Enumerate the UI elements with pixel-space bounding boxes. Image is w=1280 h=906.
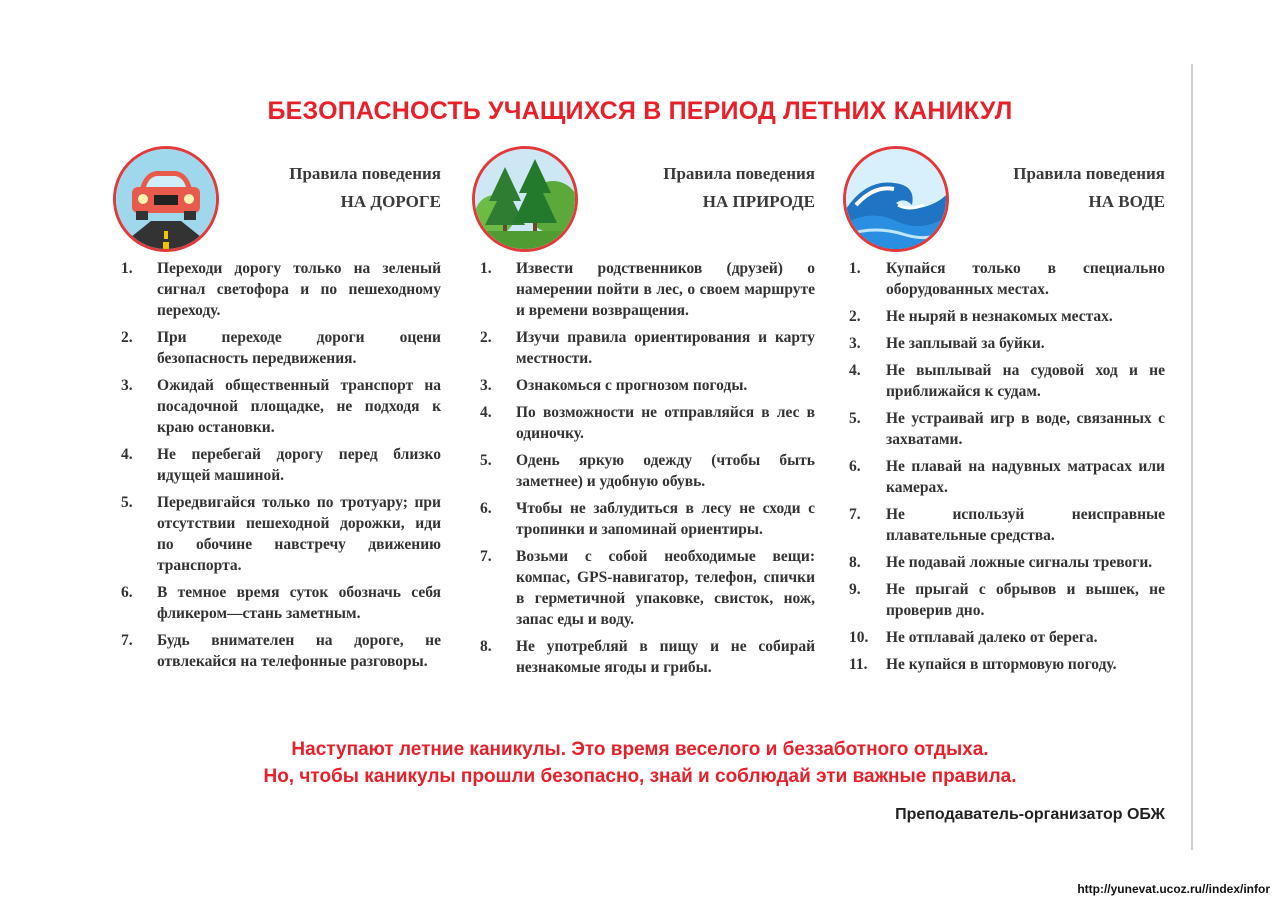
rule-item — [113, 327, 441, 369]
rule-number: 2. — [480, 329, 492, 346]
rule-text: Купайся только в специально оборудованных местах. — [886, 260, 1165, 298]
rule-text: Ознакомься с прогнозом погоды. — [516, 377, 748, 394]
rule-item — [472, 375, 815, 396]
rule-item — [843, 333, 1165, 354]
rule-text: Не купайся в штормовую погоду. — [886, 656, 1117, 673]
rule-text: При переходе дороги оцени безопасность передвижения. — [157, 329, 441, 367]
rule-text: Одень яркую одежду (чтобы быть заметнее) и удобную обувь. — [516, 452, 815, 490]
rule-text: Извести родственников (друзей) о намерении пойти в лес, о своем маршруте и времени возвращения. — [516, 260, 815, 319]
rule-item — [472, 450, 815, 492]
heading-line2: НА ВОДЕ — [1088, 192, 1165, 211]
rule-text: Изучи правила ориентирования и карту местности. — [516, 329, 815, 367]
rule-number: 3. — [480, 377, 492, 394]
rule-item — [472, 636, 815, 678]
rule-number: 1. — [849, 260, 861, 277]
rule-number: 7. — [480, 548, 492, 565]
right-border-line — [1191, 64, 1193, 850]
rule-text: Возьми с собой необходимые вещи: компас, GPS-навигатор, телефон, спички в герметичной упаковке, свисток, нож, запас еды и воду. — [516, 548, 815, 628]
rule-number: 5. — [480, 452, 492, 469]
rule-text: Не отплавай далеко от берега. — [886, 629, 1098, 646]
rule-item — [472, 546, 815, 630]
rule-item — [843, 408, 1165, 450]
rule-number: 3. — [121, 377, 133, 394]
rule-text: Ожидай общественный транспорт на посадочной площадке, не подходя к краю остановки. — [157, 377, 441, 436]
rule-number: 5. — [121, 494, 133, 511]
rules-list — [472, 258, 815, 678]
rule-text: Не перебегай дорогу перед близко идущей машиной. — [157, 446, 441, 484]
rule-text: Не плавай на надувных матрасах или камерах. — [886, 458, 1165, 496]
rule-item — [472, 258, 815, 321]
column-nature — [472, 146, 815, 684]
column-water — [843, 146, 1165, 681]
car-on-road-icon — [113, 146, 219, 252]
footer-line2: Но, чтобы каникулы прошли безопасно, знай и соблюдай эти важные правила. — [263, 766, 1017, 787]
rule-number: 6. — [849, 458, 861, 475]
rule-item — [843, 456, 1165, 498]
rule-item — [113, 492, 441, 576]
wave-icon — [843, 146, 949, 252]
rule-text: Не подавай ложные сигналы тревоги. — [886, 554, 1153, 571]
column-header — [472, 146, 815, 258]
rule-item — [843, 360, 1165, 402]
rule-item — [113, 630, 441, 672]
rule-text: Не употребляй в пищу и не собирай незнакомые ягоды и грибы. — [516, 638, 815, 676]
rule-item — [113, 375, 441, 438]
heading-line1: Правила поведения — [289, 164, 441, 183]
rule-number: 5. — [849, 410, 861, 427]
column-heading — [289, 160, 441, 216]
column-header — [843, 146, 1165, 258]
heading-line2: НА ДОРОГЕ — [340, 192, 441, 211]
rule-number: 1. — [121, 260, 133, 277]
rule-number: 2. — [121, 329, 133, 346]
rule-item — [843, 654, 1165, 675]
rule-item — [113, 258, 441, 321]
rule-number: 11. — [849, 656, 868, 673]
rule-item — [113, 582, 441, 624]
rule-text: По возможности не отправляйся в лес в одиночку. — [516, 404, 815, 442]
rule-text: Не устраивай игр в воде, связанных с захватами. — [886, 410, 1165, 448]
rule-text: Не заплывай за буйки. — [886, 335, 1045, 352]
rule-text: Чтобы не заблудиться в лесу не сходи с тропинки и запоминай ориентиры. — [516, 500, 815, 538]
heading-line1: Правила поведения — [1013, 164, 1165, 183]
rule-item — [843, 504, 1165, 546]
column-heading — [663, 160, 815, 216]
rule-item — [843, 552, 1165, 573]
rule-item — [843, 627, 1165, 648]
rule-text: Не выплывай на судовой ход и не приближайся к судам. — [886, 362, 1165, 400]
rules-list — [843, 258, 1165, 675]
rule-number: 10. — [849, 629, 869, 646]
rule-number: 4. — [480, 404, 492, 421]
rule-number: 7. — [849, 506, 861, 523]
rule-text: Передвигайся только по тротуару; при отсутствии пешеходной дорожки, иди по обочине навстречу движению транспорта. — [157, 494, 441, 574]
rule-item — [113, 444, 441, 486]
rule-item — [472, 498, 815, 540]
rule-text: В темное время суток обозначь себя фликером—стань заметным. — [157, 584, 441, 622]
rule-item — [472, 327, 815, 369]
footer-line1: Наступают летние каникулы. Это время веселого и беззаботного отдыха. — [291, 739, 989, 760]
rule-number: 6. — [121, 584, 133, 601]
rule-text: Переходи дорогу только на зеленый сигнал светофора и по пешеходному переходу. — [157, 260, 441, 319]
heading-line1: Правила поведения — [663, 164, 815, 183]
rule-number: 7. — [121, 632, 133, 649]
column-header — [113, 146, 441, 258]
rule-text: Не используй неисправные плавательные средства. — [886, 506, 1165, 544]
rule-number: 3. — [849, 335, 861, 352]
column-heading — [1013, 160, 1165, 216]
rule-number: 4. — [121, 446, 133, 463]
rule-number: 4. — [849, 362, 861, 379]
rule-number: 1. — [480, 260, 492, 277]
rule-number: 9. — [849, 581, 861, 598]
column-road — [113, 146, 441, 678]
page-title: БЕЗОПАСНОСТЬ УЧАЩИХСЯ В ПЕРИОД ЛЕТНИХ КАНИКУЛ — [267, 97, 1013, 125]
signature: Преподаватель-организатор ОБЖ — [895, 806, 1165, 823]
rules-list — [113, 258, 441, 672]
rule-item — [472, 402, 815, 444]
rule-text: Не ныряй в незнакомых местах. — [886, 308, 1113, 325]
rule-item — [843, 306, 1165, 327]
rule-number: 8. — [849, 554, 861, 571]
footer-message — [0, 736, 1280, 790]
heading-line2: НА ПРИРОДЕ — [702, 192, 815, 211]
rule-item — [843, 258, 1165, 300]
rule-item — [843, 579, 1165, 621]
rule-number: 8. — [480, 638, 492, 655]
rule-text: Не прыгай с обрывов и вышек, не проверив дно. — [886, 581, 1165, 619]
forest-icon — [472, 146, 578, 252]
rule-number: 6. — [480, 500, 492, 517]
rule-number: 2. — [849, 308, 861, 325]
rule-text: Будь внимателен на дороге, не отвлекайся на телефонные разговоры. — [157, 632, 441, 670]
watermark-url: http://yunevat.ucoz.ru//index/infor — [1077, 882, 1270, 896]
